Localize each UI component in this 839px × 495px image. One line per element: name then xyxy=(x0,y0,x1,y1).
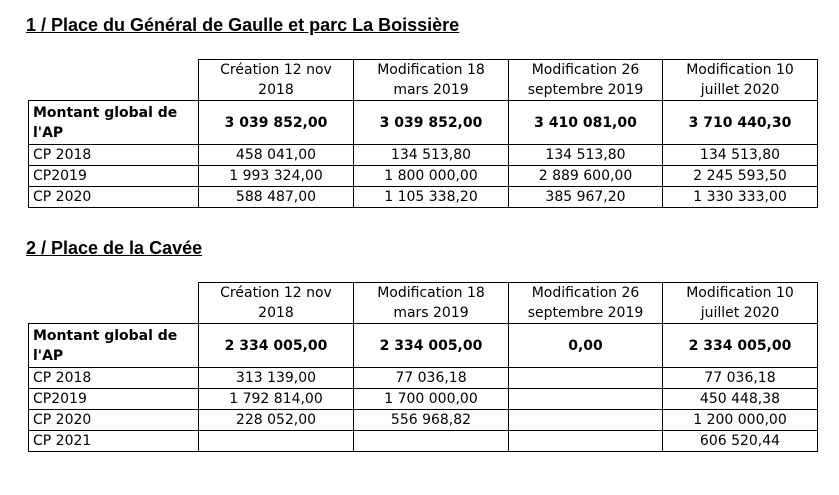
table-cell: 3 039 852,00 xyxy=(199,101,354,145)
table-header-row xyxy=(29,60,818,101)
table-cell: 556 968,82 xyxy=(354,410,509,431)
column-header: Modification 18 mars 2019 xyxy=(354,283,509,324)
table-header-row xyxy=(29,283,818,324)
section-title-2: 2 / Place de la Cavée xyxy=(26,238,203,258)
table-cell: 3 410 081,00 xyxy=(509,101,663,145)
row-label: Montant global de l'AP xyxy=(29,101,199,145)
table-row xyxy=(29,166,818,187)
table-cell: 1 993 324,00 xyxy=(199,166,354,187)
table-cell: 77 036,18 xyxy=(354,368,509,389)
table-cell: 1 700 000,00 xyxy=(354,389,509,410)
column-header: Création 12 nov 2018 xyxy=(199,60,354,101)
table-cell xyxy=(509,410,663,431)
table-cell: 134 513,80 xyxy=(663,145,818,166)
table-cell: 134 513,80 xyxy=(509,145,663,166)
row-label: CP 2020 xyxy=(29,410,199,431)
table-cell: 2 334 005,00 xyxy=(199,324,354,368)
table-cell: 2 334 005,00 xyxy=(354,324,509,368)
table-cell: 1 800 000,00 xyxy=(354,166,509,187)
row-label: CP 2021 xyxy=(29,431,199,452)
column-header: Modification 10 juillet 2020 xyxy=(663,60,818,101)
table-cell: 606 520,44 xyxy=(663,431,818,452)
column-header: Modification 26 septembre 2019 xyxy=(509,60,663,101)
table-row xyxy=(29,431,818,452)
row-label: Montant global de l'AP xyxy=(29,324,199,368)
table-row xyxy=(29,410,818,431)
table-row xyxy=(29,389,818,410)
table-cell: 588 487,00 xyxy=(199,187,354,208)
table-cell: 3 039 852,00 xyxy=(354,101,509,145)
global-amount-row xyxy=(29,101,818,145)
budget-table-2 xyxy=(28,282,818,452)
table-row xyxy=(29,145,818,166)
table-cell: 385 967,20 xyxy=(509,187,663,208)
table-row xyxy=(29,187,818,208)
row-label: CP2019 xyxy=(29,389,199,410)
table-row xyxy=(29,368,818,389)
row-label: CP 2020 xyxy=(29,187,199,208)
row-label: CP 2018 xyxy=(29,145,199,166)
table-cell: 228 052,00 xyxy=(199,410,354,431)
budget-table-1 xyxy=(28,59,818,208)
table-cell xyxy=(509,431,663,452)
column-header: Modification 18 mars 2019 xyxy=(354,60,509,101)
table-cell: 2 334 005,00 xyxy=(663,324,818,368)
table-cell: 1 792 814,00 xyxy=(199,389,354,410)
row-label: CP2019 xyxy=(29,166,199,187)
table-cell: 313 139,00 xyxy=(199,368,354,389)
table-cell: 2 245 593,50 xyxy=(663,166,818,187)
column-header: Modification 26 septembre 2019 xyxy=(509,283,663,324)
table-cell: 77 036,18 xyxy=(663,368,818,389)
column-header: Création 12 nov 2018 xyxy=(199,283,354,324)
global-amount-row xyxy=(29,324,818,368)
section-title-1: 1 / Place du Général de Gaulle et parc La Boissière xyxy=(26,15,460,35)
table-cell: 134 513,80 xyxy=(354,145,509,166)
header-cell-empty xyxy=(29,60,199,101)
table-cell: 1 330 333,00 xyxy=(663,187,818,208)
table-cell: 3 710 440,30 xyxy=(663,101,818,145)
table-cell: 0,00 xyxy=(509,324,663,368)
table-cell xyxy=(354,431,509,452)
header-cell-empty xyxy=(29,283,199,324)
table-cell: 450 448,38 xyxy=(663,389,818,410)
table-cell xyxy=(509,389,663,410)
column-header: Modification 10 juillet 2020 xyxy=(663,283,818,324)
table-cell: 2 889 600,00 xyxy=(509,166,663,187)
row-label: CP 2018 xyxy=(29,368,199,389)
table-cell: 458 041,00 xyxy=(199,145,354,166)
table-cell: 1 200 000,00 xyxy=(663,410,818,431)
table-cell: 1 105 338,20 xyxy=(354,187,509,208)
table-cell xyxy=(509,368,663,389)
table-cell xyxy=(199,431,354,452)
